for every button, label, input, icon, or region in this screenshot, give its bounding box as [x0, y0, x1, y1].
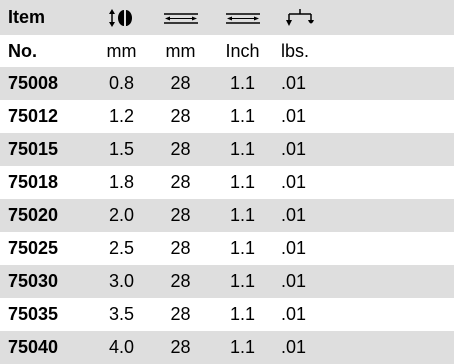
thickness-value: 2.0	[92, 199, 151, 232]
thickness-value: 1.2	[108, 106, 135, 126]
weight-value: .01	[275, 133, 454, 166]
table-row	[0, 67, 454, 100]
thickness-value: 1.8	[108, 172, 135, 192]
length-mm-value: 28	[151, 133, 210, 166]
length-mm-value: 28	[170, 238, 191, 258]
thickness-icon	[92, 0, 151, 35]
table-row	[0, 133, 454, 166]
item-number: 75015	[0, 133, 92, 166]
weight-value: .01	[275, 265, 454, 298]
length-inch-icon	[210, 0, 275, 35]
unit-thickness: mm	[106, 40, 137, 61]
table-row	[0, 265, 454, 298]
item-number: 75018	[8, 172, 59, 192]
header-no: No.	[8, 40, 37, 61]
item-number: 75035	[8, 304, 59, 324]
length-inch-value: 1.1	[210, 133, 275, 166]
length-inch-value: 1.1	[210, 331, 275, 364]
length-mm-value: 28	[151, 199, 210, 232]
weight-value: .01	[281, 304, 307, 324]
length-mm-icon	[151, 0, 210, 35]
table-row	[0, 298, 454, 331]
thickness-value: 3.0	[92, 265, 151, 298]
unit-weight: lbs.	[281, 40, 310, 61]
length-inch-value: 1.1	[229, 172, 256, 192]
item-number: 75012	[8, 106, 59, 126]
table-row	[0, 232, 454, 265]
thickness-value: 4.0	[92, 331, 151, 364]
length-mm-value: 28	[170, 304, 191, 324]
thickness-value: 0.8	[92, 67, 151, 100]
item-number: 75025	[8, 238, 59, 258]
thickness-value: 1.5	[92, 133, 151, 166]
length-inch-value: 1.1	[210, 67, 275, 100]
length-mm-value: 28	[151, 265, 210, 298]
table-row	[0, 100, 454, 133]
item-number: 75020	[0, 199, 92, 232]
item-number: 75008	[0, 67, 92, 100]
length-inch-value: 1.1	[229, 106, 256, 126]
weight-value: .01	[275, 67, 454, 100]
length-inch-value: 1.1	[229, 304, 256, 324]
weight-value: .01	[281, 106, 307, 126]
table-row	[0, 331, 454, 364]
item-number: 75040	[0, 331, 92, 364]
weight-value: .01	[275, 331, 454, 364]
weight-icon	[275, 0, 454, 35]
item-number: 75030	[0, 265, 92, 298]
length-mm-value: 28	[151, 67, 210, 100]
length-inch-value: 1.1	[210, 265, 275, 298]
weight-value: .01	[275, 199, 454, 232]
length-inch-value: 1.1	[210, 199, 275, 232]
header-item: Item	[0, 0, 92, 35]
thickness-value: 3.5	[108, 304, 135, 324]
thickness-value: 2.5	[108, 238, 135, 258]
table-row	[0, 166, 454, 199]
length-mm-value: 28	[170, 172, 191, 192]
weight-value: .01	[281, 172, 307, 192]
unit-length-mm: mm	[165, 40, 196, 61]
length-mm-value: 28	[170, 106, 191, 126]
length-mm-value: 28	[151, 331, 210, 364]
table-row	[0, 199, 454, 232]
length-inch-value: 1.1	[229, 238, 256, 258]
header-row-icons	[0, 0, 454, 35]
unit-length-inch: Inch	[225, 40, 260, 61]
weight-value: .01	[281, 238, 307, 258]
header-row-units	[0, 35, 454, 67]
